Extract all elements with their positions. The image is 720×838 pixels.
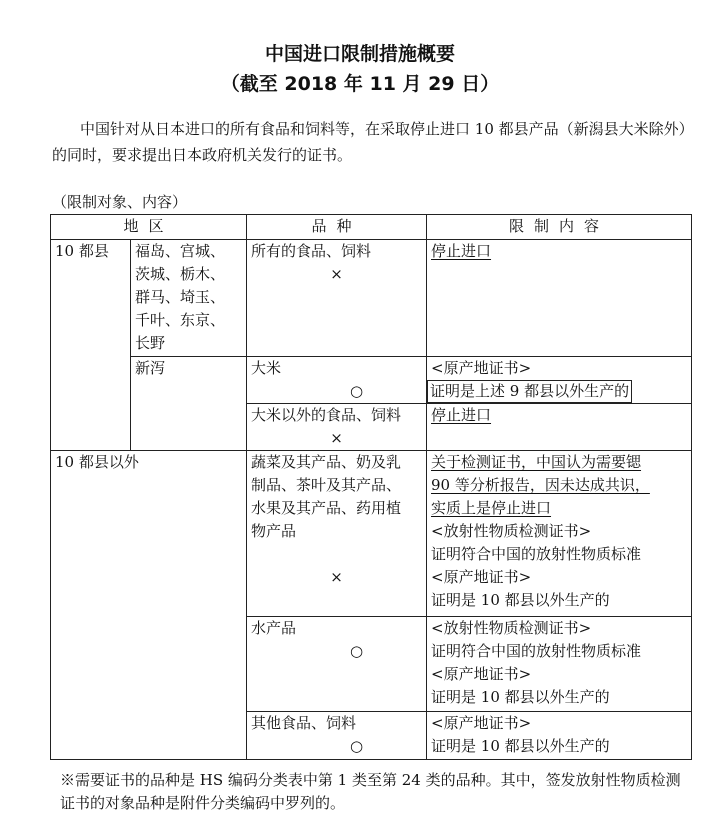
item-label: 所有的食品、饲料 bbox=[251, 242, 372, 260]
region-niigata: 新泻 bbox=[131, 357, 247, 451]
region-ten-prefectures: 10 都县 bbox=[51, 240, 131, 451]
prefecture-line: 千叶、东京、 bbox=[135, 311, 226, 329]
item-label: 其他食品、饲料 bbox=[251, 714, 357, 732]
header-region: 地区 bbox=[51, 215, 247, 240]
prefecture-line: 长野 bbox=[135, 334, 166, 352]
cross-mark: × bbox=[330, 265, 343, 283]
item-label: 大米以外的食品、饲料 bbox=[251, 406, 402, 424]
table-row bbox=[51, 451, 692, 617]
content-text: 证明符合中国的放射性物质标准 bbox=[431, 545, 642, 563]
prefecture-line: 茨城、栃木、 bbox=[135, 265, 226, 283]
document-subtitle: （截至 2018 年 11 月 29 日） bbox=[220, 73, 500, 95]
table-row bbox=[51, 240, 692, 357]
prefecture-list bbox=[131, 240, 247, 357]
content-text: 90 等分析报告，因未达成共识， bbox=[431, 476, 650, 494]
content-stop-import bbox=[427, 240, 692, 357]
item-label: 水果及其产品、药用植 bbox=[251, 499, 402, 517]
footnote: ※需要证书的品种是 HS 编码分类表中第 1 类至第 24 类的品种。其中，签发放射性物质检测证书的对象品种是附件分类编码中罗列的。 bbox=[60, 771, 681, 812]
cross-mark: × bbox=[330, 429, 343, 447]
header-item: 品种 bbox=[247, 215, 427, 240]
restriction-table bbox=[50, 214, 692, 760]
circle-mark: ○ bbox=[349, 642, 364, 660]
content-text: 证明符合中国的放射性物质标准 bbox=[431, 642, 642, 660]
item-label: 水产品 bbox=[251, 619, 297, 637]
table-header-row bbox=[51, 215, 692, 240]
content-text: 证明是 10 都县以外生产的 bbox=[431, 737, 610, 755]
header-content: 限制内容 bbox=[427, 215, 692, 240]
content-aquatic bbox=[427, 617, 692, 712]
item-aquatic bbox=[247, 617, 427, 712]
item-label: 物产品 bbox=[251, 522, 297, 540]
certificate-title: <原产地证书> bbox=[431, 568, 532, 586]
item-non-rice bbox=[247, 404, 427, 451]
certificate-title: <放射性物质检测证书> bbox=[431, 522, 592, 540]
certificate-title: <原产地证书> bbox=[431, 359, 532, 377]
content-text: 证明是 10 都县以外生产的 bbox=[431, 591, 610, 609]
content-text: 关于检测证书，中国认为需要锶 bbox=[431, 453, 642, 471]
content-text: 证明是 10 都县以外生产的 bbox=[431, 688, 610, 706]
item-label: 大米 bbox=[251, 359, 282, 377]
item-other-food-feed bbox=[247, 712, 427, 760]
prefecture-line: 福岛、宫城、 bbox=[135, 242, 226, 260]
circle-mark: ○ bbox=[349, 737, 364, 755]
table-row bbox=[51, 357, 692, 404]
circle-mark: ○ bbox=[349, 382, 364, 400]
content-stop-import bbox=[427, 404, 692, 451]
content-text: 实质上是停止进口 bbox=[431, 499, 552, 517]
region-outside-ten: 10 都县以外 bbox=[51, 451, 247, 760]
document-title: 中国进口限制措施概要 bbox=[264, 43, 455, 65]
content-text: 停止进口 bbox=[431, 406, 492, 424]
content-text: 证明是上述 9 都县以外生产的 bbox=[427, 380, 632, 403]
content-rice bbox=[427, 357, 692, 404]
certificate-title: <原产地证书> bbox=[431, 714, 532, 732]
content-text: 停止进口 bbox=[431, 242, 492, 260]
item-vegetables bbox=[247, 451, 427, 617]
certificate-title: <放射性物质检测证书> bbox=[431, 619, 592, 637]
content-vegetables bbox=[427, 451, 692, 617]
prefecture-line: 群马、埼玉、 bbox=[135, 288, 226, 306]
cross-mark: × bbox=[330, 568, 343, 586]
intro-paragraph: 中国针对从日本进口的所有食品和饲料等，在采取停止进口 10 都县产品（新潟县大米除外）的同时，要求提出日本政府机关发行的证书。 bbox=[52, 120, 687, 164]
item-label: 蔬菜及其产品、奶及乳 bbox=[251, 453, 402, 471]
item-label: 制品、茶叶及其产品、 bbox=[251, 476, 402, 494]
certificate-title: <原产地证书> bbox=[431, 665, 532, 683]
item-all-food-feed bbox=[247, 240, 427, 357]
content-other bbox=[427, 712, 692, 760]
item-rice bbox=[247, 357, 427, 404]
table-caption: （限制对象、内容） bbox=[52, 193, 188, 211]
